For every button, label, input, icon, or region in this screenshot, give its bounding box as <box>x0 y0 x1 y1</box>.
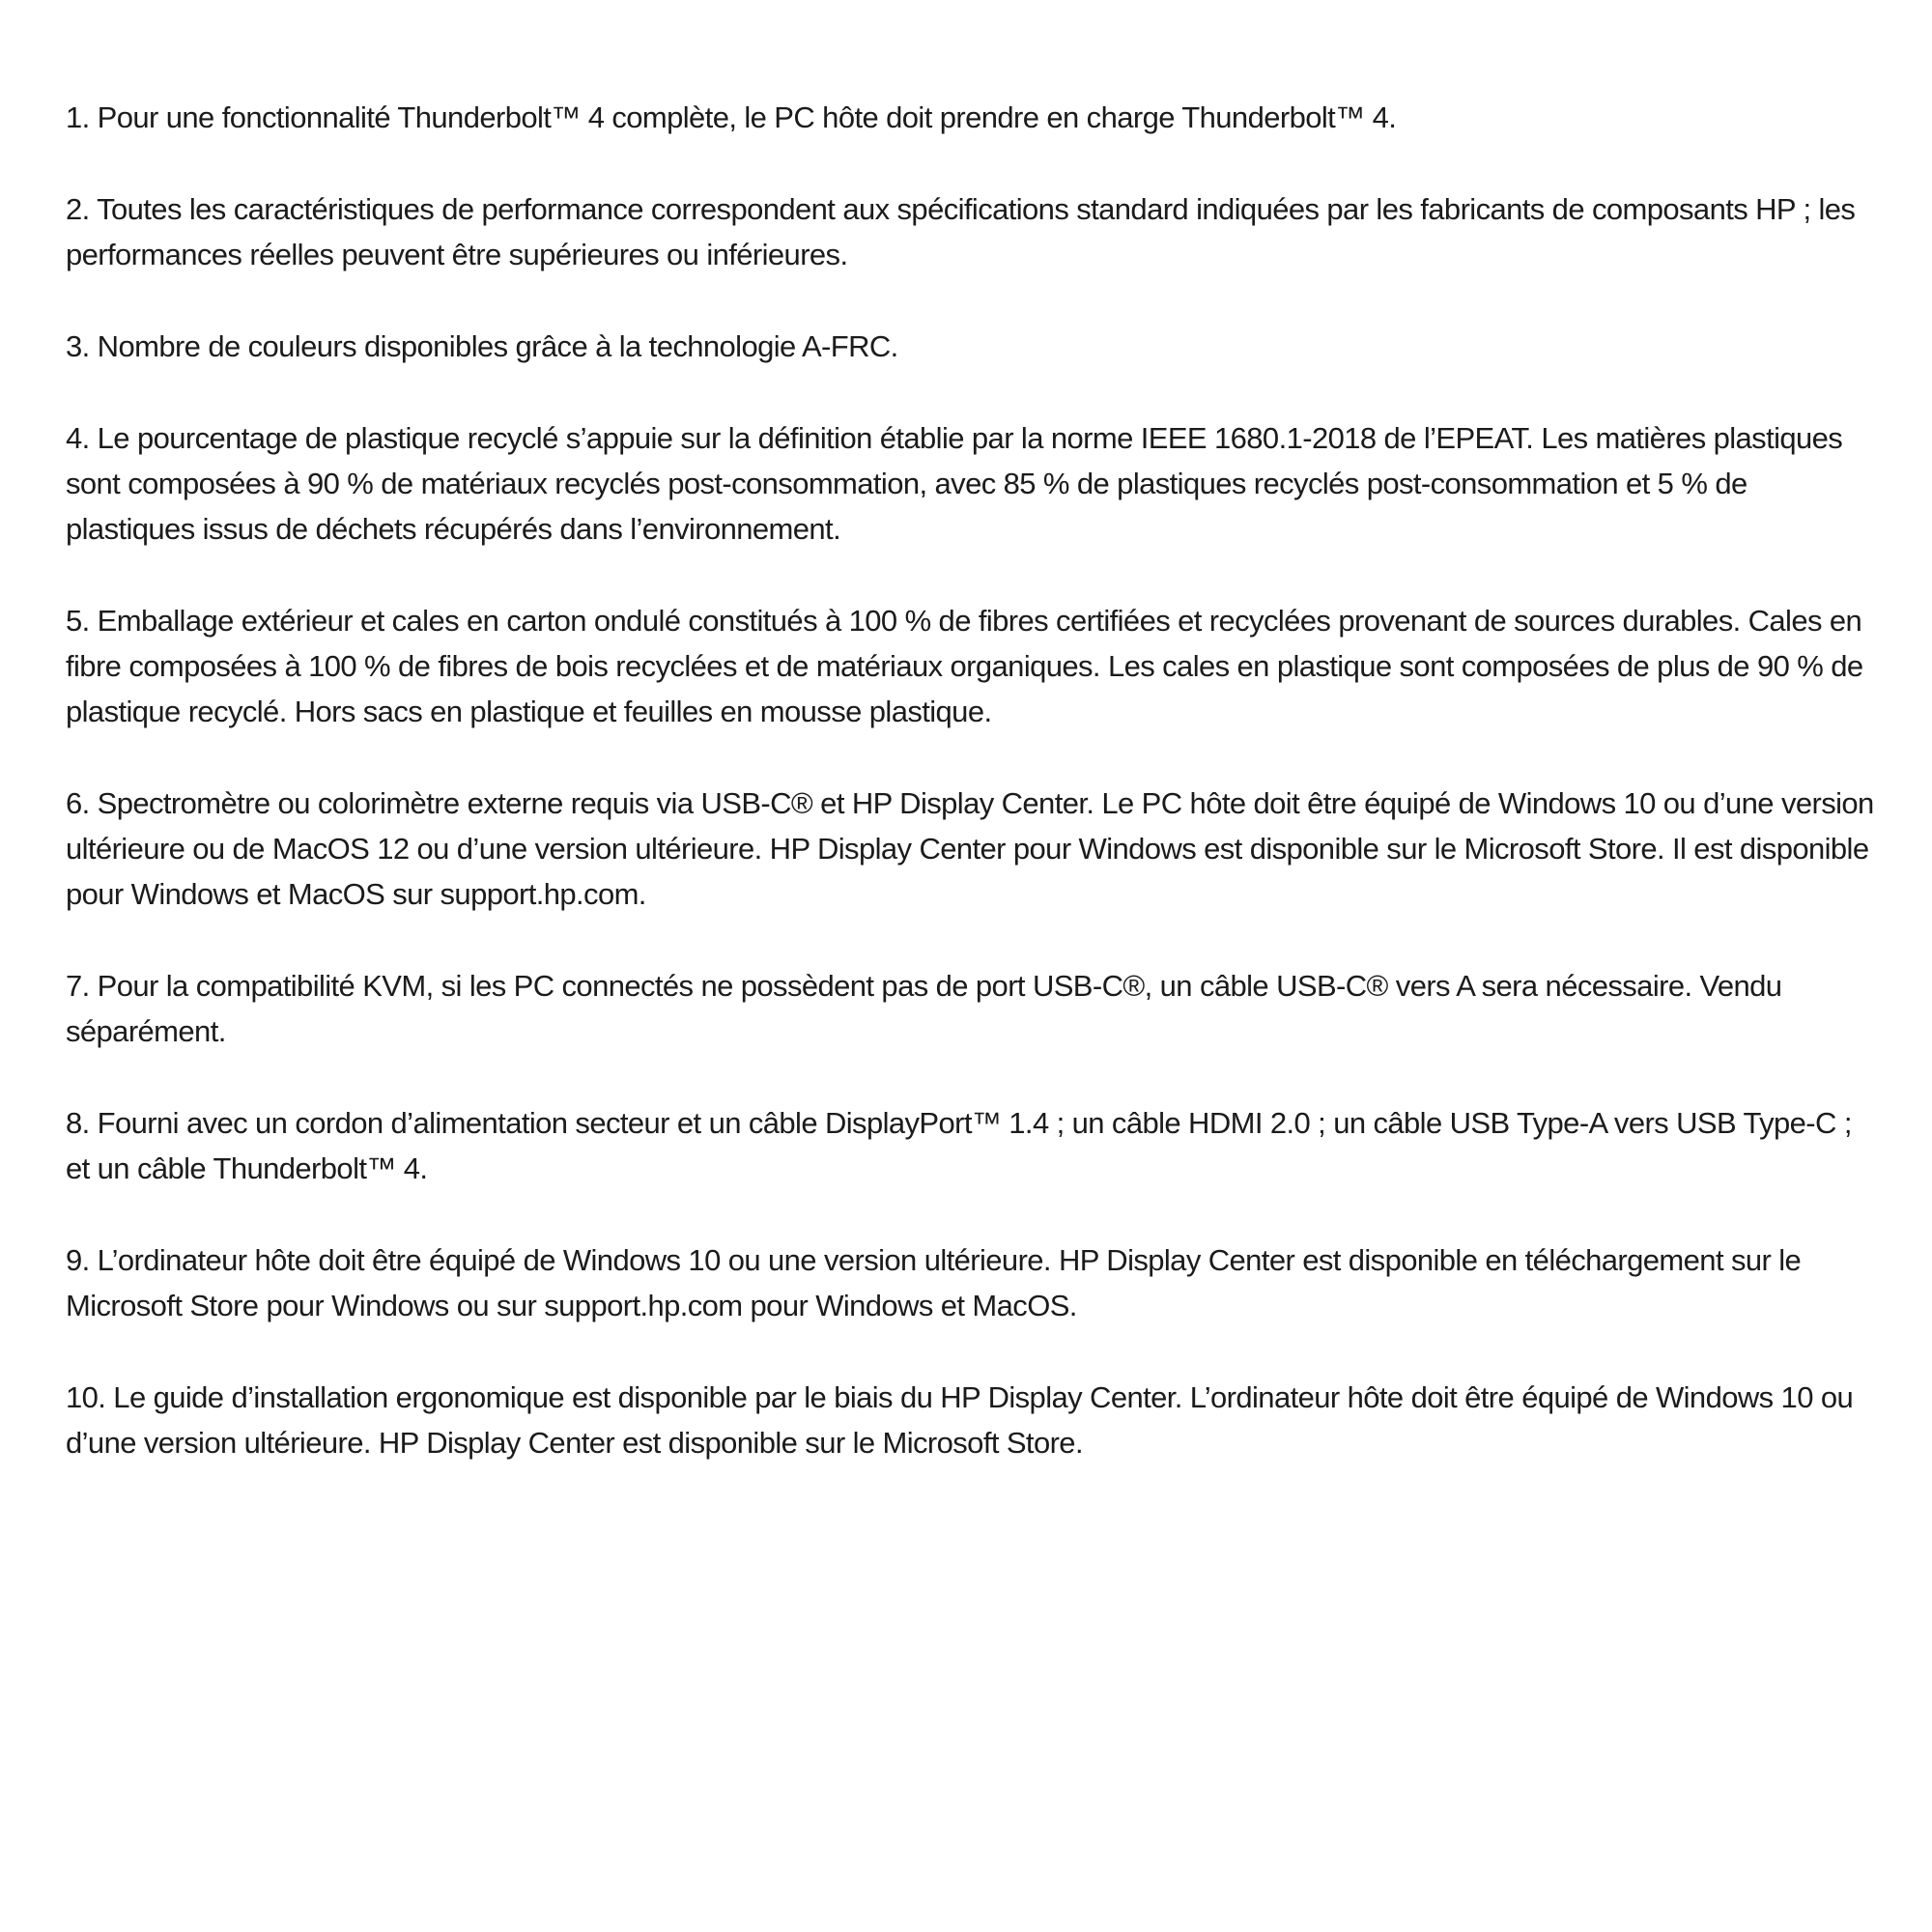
footnote-1: 1. Pour une fonctionnalité Thunderbolt™ 4 complète, le PC hôte doit prendre en charge Thunderbolt™ 4. <box>66 100 1397 134</box>
footnote-6: 6. Spectromètre ou colorimètre externe requis via USB-C® et HP Display Center. Le PC hôte doit être équipé de Windows 10 ou d’une version ultérieure ou de MacOS 12 ou d’une version ultérieure. HP Display Center pour Windows est disponible sur le Microsoft Store. Il est disponible pour Windows et MacOS sur support.hp.com. <box>66 786 1874 911</box>
footnote-2: 2. Toutes les caractéristiques de performance correspondent aux spécifications standard indiquées par les fabricants de composants HP ; les performances réelles peuvent être supérieures ou inférieures. <box>66 192 1856 271</box>
footnote-4: 4. Le pourcentage de plastique recyclé s’appuie sur la définition établie par la norme IEEE 1680.1-2018 de l’EPEAT. Les matières plastiques sont composées à 90 % de matériaux recyclés post-consommation, avec 85 % de plastiques recyclés post-consommation et 5 % de plastiques issus de déchets récupérés dans l’environnement. <box>66 421 1843 546</box>
footnote-7: 7. Pour la compatibilité KVM, si les PC connectés ne possèdent pas de port USB-C®, un câble USB-C® vers A sera nécessaire. Vendu séparément. <box>66 969 1782 1048</box>
footnote-5: 5. Emballage extérieur et cales en carton ondulé constitués à 100 % de fibres certifiées et recyclées provenant de sources durables. Cales en fibre composées à 100 % de fibres de bois recyclées et de matériaux organiques. Les cales en plastique sont composées de plus de 90 % de plastique recyclé. Hors sacs en plastique et feuilles en mousse plastique. <box>66 604 1863 728</box>
footnote-9: 9. L’ordinateur hôte doit être équipé de Windows 10 ou une version ultérieure. HP Display Center est disponible en téléchargement sur le Microsoft Store pour Windows ou sur support.hp.com pour Windows et MacOS. <box>66 1243 1802 1322</box>
footnote-8: 8. Fourni avec un cordon d’alimentation secteur et un câble DisplayPort™ 1.4 ; un câble HDMI 2.0 ; un câble USB Type-A vers USB Type-C ; et un câble Thunderbolt™ 4. <box>66 1106 1852 1185</box>
footnote-list <box>66 95 1876 1465</box>
footnote-10: 10. Le guide d’installation ergonomique est disponible par le biais du HP Display Center. L’ordinateur hôte doit être équipé de Windows 10 ou d’une version ultérieure. HP Display Center est disponible sur le Microsoft Store. <box>66 1380 1854 1460</box>
footnote-3: 3. Nombre de couleurs disponibles grâce à la technologie A-FRC. <box>66 329 898 363</box>
